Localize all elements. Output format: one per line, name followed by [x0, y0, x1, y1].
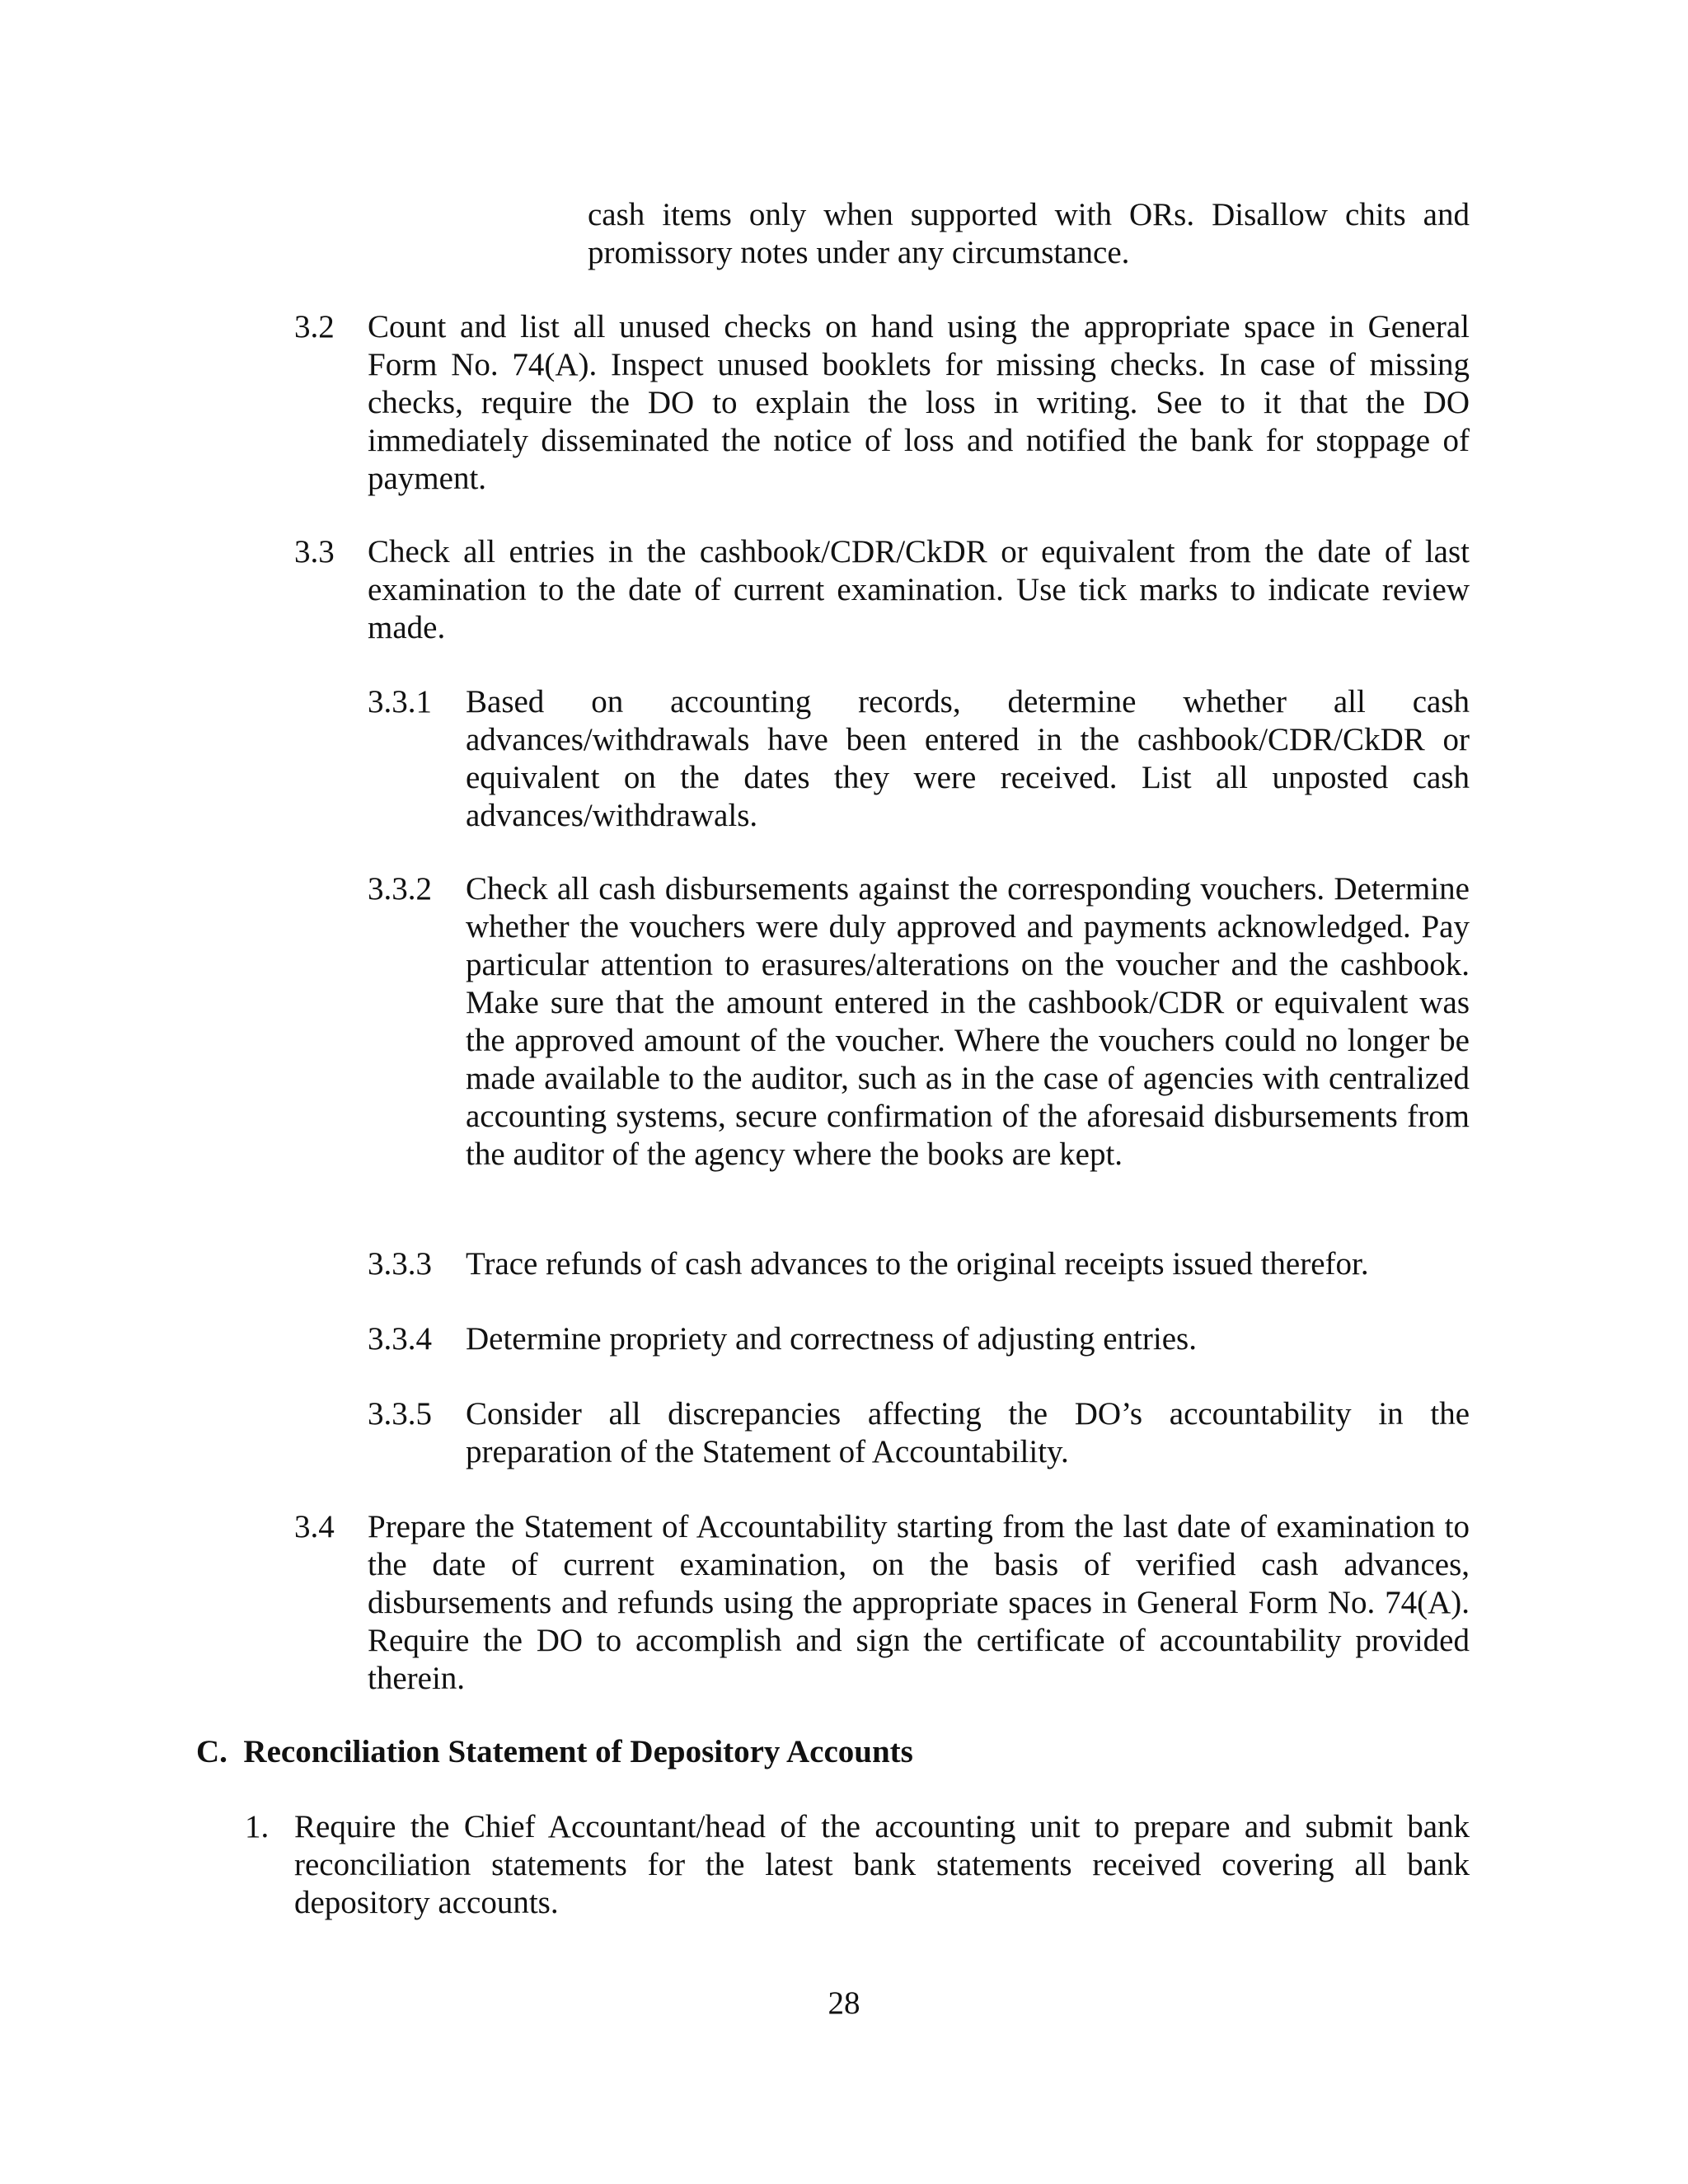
item-paragraph — [368, 533, 1470, 647]
item-paragraph — [466, 683, 1470, 835]
paragraph-text: Consider all discrepancies affecting the DO’s accountability in the preparation of the Statement of Accountability. — [466, 1396, 1470, 1469]
paragraph-text: Prepare the Statement of Accountability starting from the last date of examination to the date of current examination, on the basis of verified cash advances, disbursements and refunds using the appropriate spaces in General Form No. 74(A). Require the DO to accomplish and sign the certificate of accountability provided therein. — [368, 1509, 1470, 1696]
item-number: 3.3 — [294, 534, 335, 569]
item-paragraph — [466, 1395, 1470, 1471]
paragraph-text: Determine propriety and correctness of adjusting entries. — [466, 1321, 1197, 1357]
item-number: 3.3.4 — [368, 1321, 432, 1357]
page-number: 28 — [828, 1985, 860, 2021]
paragraph-text: cash items only when supported with ORs. Disallow chits and promissory notes under any circumstance. — [588, 197, 1470, 270]
paragraph-text: Count and list all unused checks on hand using the appropriate space in General Form No. 74(A). Inspect unused booklets for missing checks. In case of missing checks, require the DO to explain the loss in writing. See to it that the DO immediately disseminated the notice of loss and notified the bank for stoppage of payment. — [368, 309, 1470, 496]
item-number: 3.3.2 — [368, 871, 432, 907]
item-paragraph — [466, 870, 1470, 1174]
paragraph-text: Check all cash disbursements against the corresponding vouchers. Determine whether the vouchers were duly approved and payments acknowledged. Pay particular attention to erasures/alterations on the voucher and the cashbook. Make sure that the amount entered in the cashbook/CDR or equivalent was the approved amount of the voucher. Where the vouchers could no longer be made available to the auditor, such as in the case of agencies with centralized accounting systems, secure confirmation of the aforesaid disbursements from the auditor of the agency where the books are kept. — [466, 871, 1470, 1172]
item-number: 3.3.3 — [368, 1246, 432, 1282]
section-heading: C. Reconciliation Statement of Depository Accounts — [196, 1734, 913, 1769]
section-item-paragraph — [294, 1808, 1470, 1922]
item-paragraph — [466, 1320, 1470, 1358]
item-paragraph — [368, 1508, 1470, 1698]
item-paragraph — [368, 308, 1470, 498]
item-paragraph — [466, 1245, 1470, 1283]
paragraph-text: Trace refunds of cash advances to the original receipts issued therefor. — [466, 1246, 1369, 1282]
paragraph-text: Based on accounting records, determine whether all cash advances/withdrawals have been entered in the cashbook/CDR/CkDR or equivalent on the dates they were received. List all unposted cash advances/withdrawals. — [466, 684, 1470, 833]
section-item-number: 1. — [245, 1809, 270, 1844]
continuation-paragraph — [588, 196, 1470, 272]
paragraph-text: Check all entries in the cashbook/CDR/CkDR or equivalent from the date of last examination to the date of current examination. Use tick marks to indicate review made. — [368, 534, 1470, 645]
paragraph-text: Require the Chief Accountant/head of the accounting unit to prepare and submit bank reconciliation statements for the latest bank statements received covering all bank depository accounts. — [294, 1809, 1470, 1920]
item-number: 3.2 — [294, 309, 335, 344]
item-number: 3.3.1 — [368, 684, 432, 719]
item-number: 3.4 — [294, 1509, 335, 1544]
item-number: 3.3.5 — [368, 1396, 432, 1432]
